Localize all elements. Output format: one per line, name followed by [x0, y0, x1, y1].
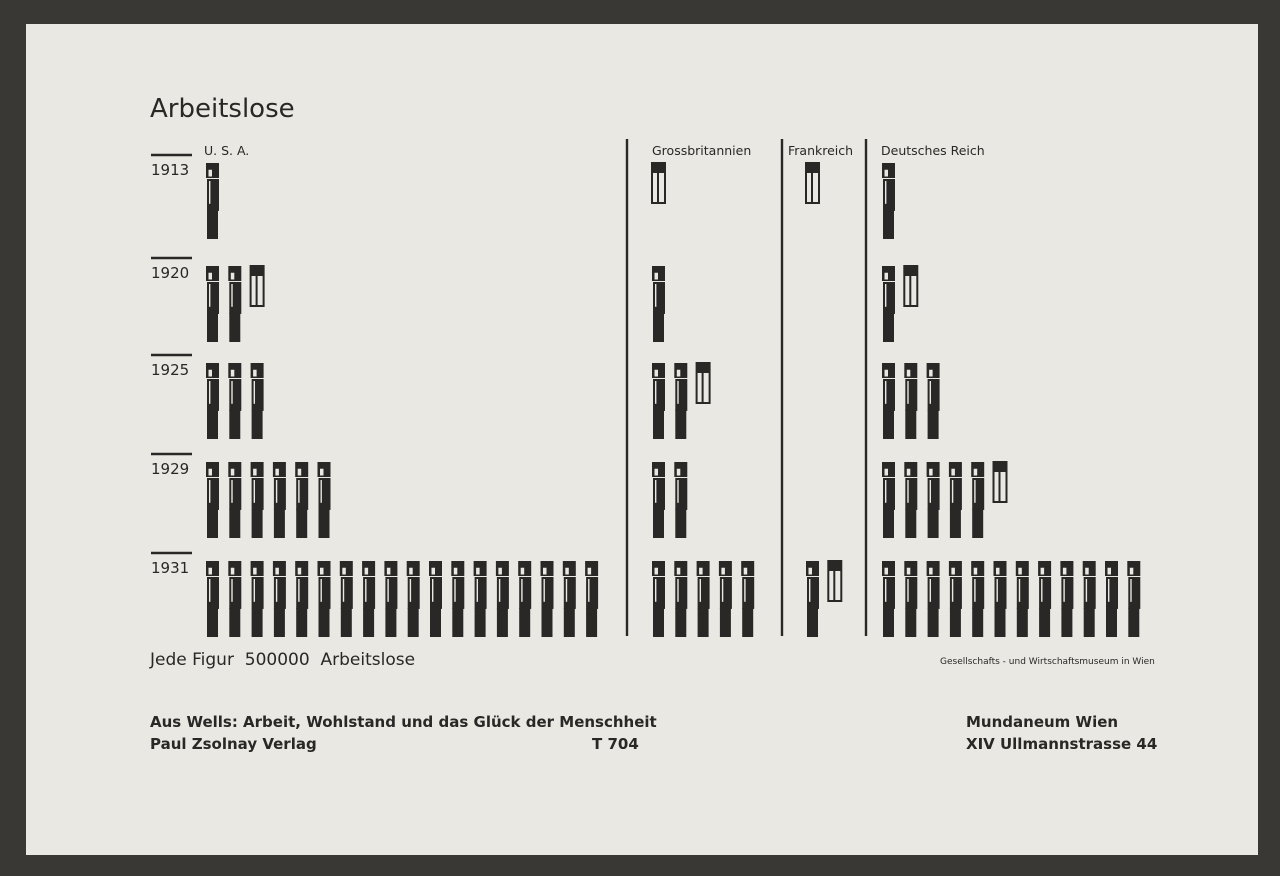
person-figure — [949, 561, 962, 637]
half-person-figure — [697, 363, 710, 403]
person-figure — [206, 266, 219, 342]
person-figure — [206, 561, 219, 637]
year-label: 1913 — [151, 161, 190, 179]
year-label: 1920 — [151, 264, 190, 282]
catalog-number: T 704 — [592, 735, 639, 753]
person-figure — [927, 462, 940, 538]
country-label: Deutsches Reich — [881, 143, 985, 158]
person-figure — [882, 363, 895, 439]
person-figure — [206, 363, 219, 439]
person-figure — [949, 462, 962, 538]
person-figure — [228, 266, 241, 342]
person-figure — [318, 462, 331, 538]
unit-legend — [150, 650, 415, 670]
poster-card — [26, 24, 1258, 855]
person-figure — [674, 561, 687, 637]
person-figure — [882, 266, 895, 342]
person-figure — [407, 561, 420, 637]
country-label: Grossbritannien — [652, 143, 752, 158]
person-figure — [652, 363, 665, 439]
half-person-figure — [904, 266, 917, 306]
source-line-2: Paul Zsolnay Verlag — [150, 735, 317, 753]
person-figure — [652, 462, 665, 538]
person-figure — [429, 561, 442, 637]
person-figure — [273, 561, 286, 637]
person-figure — [318, 561, 331, 637]
person-figure — [1038, 561, 1051, 637]
person-figure — [971, 561, 984, 637]
person-figure — [251, 462, 264, 538]
person-figure — [518, 561, 531, 637]
person-figure — [206, 462, 219, 538]
person-figure — [652, 266, 665, 342]
person-figure — [1060, 561, 1073, 637]
person-figure — [971, 462, 984, 538]
person-figure — [697, 561, 710, 637]
person-figure — [295, 561, 308, 637]
address-line-2: XIV Ullmannstrasse 44 — [966, 735, 1158, 753]
person-figure — [674, 363, 687, 439]
person-figure — [1127, 561, 1140, 637]
person-figure — [206, 163, 219, 239]
person-figure — [228, 462, 241, 538]
person-figure — [362, 561, 375, 637]
museum-credit: Gesellschafts - und Wirtschaftsmuseum in Wien — [940, 657, 1155, 667]
person-figure — [340, 561, 353, 637]
person-figure — [1016, 561, 1029, 637]
person-figure — [1083, 561, 1096, 637]
person-figure — [541, 561, 554, 637]
person-figure — [882, 163, 895, 239]
person-figure — [251, 561, 264, 637]
person-figure — [927, 363, 940, 439]
unit-legend-prefix: Jede Figur — [150, 650, 234, 670]
half-person-figure — [652, 163, 665, 203]
person-figure — [882, 561, 895, 637]
person-figure — [228, 363, 241, 439]
person-figure — [1105, 561, 1118, 637]
half-person-figure — [828, 561, 841, 601]
address-line-1: Mundaneum Wien — [966, 713, 1119, 731]
person-figure — [474, 561, 487, 637]
unit-legend-value: 500000 — [244, 650, 310, 670]
half-person-figure — [251, 266, 264, 306]
year-label: 1929 — [151, 460, 190, 478]
chart-title: Arbeitslose — [150, 94, 295, 124]
person-figure — [882, 462, 895, 538]
person-figure — [806, 561, 819, 637]
person-figure — [273, 462, 286, 538]
person-figure — [674, 462, 687, 538]
person-figure — [904, 363, 917, 439]
country-label: U. S. A. — [204, 143, 250, 158]
person-figure — [251, 363, 264, 439]
half-person-figure — [806, 163, 819, 203]
person-figure — [228, 561, 241, 637]
person-figure — [719, 561, 732, 637]
person-figure — [741, 561, 754, 637]
person-figure — [904, 462, 917, 538]
country-label: Frankreich — [788, 143, 854, 158]
person-figure — [563, 561, 576, 637]
person-figure — [585, 561, 598, 637]
person-figure — [994, 561, 1007, 637]
person-figure — [451, 561, 464, 637]
year-label: 1925 — [151, 361, 190, 379]
person-figure — [295, 462, 308, 538]
source-line-1: Aus Wells: Arbeit, Wohlstand und das Glück der Menschheit — [150, 713, 657, 731]
person-figure — [927, 561, 940, 637]
person-figure — [652, 561, 665, 637]
person-figure — [384, 561, 397, 637]
unit-legend-suffix: Arbeitslose — [320, 650, 416, 670]
person-figure — [904, 561, 917, 637]
year-label: 1931 — [151, 559, 190, 577]
half-person-figure — [994, 462, 1007, 502]
person-figure — [496, 561, 509, 637]
